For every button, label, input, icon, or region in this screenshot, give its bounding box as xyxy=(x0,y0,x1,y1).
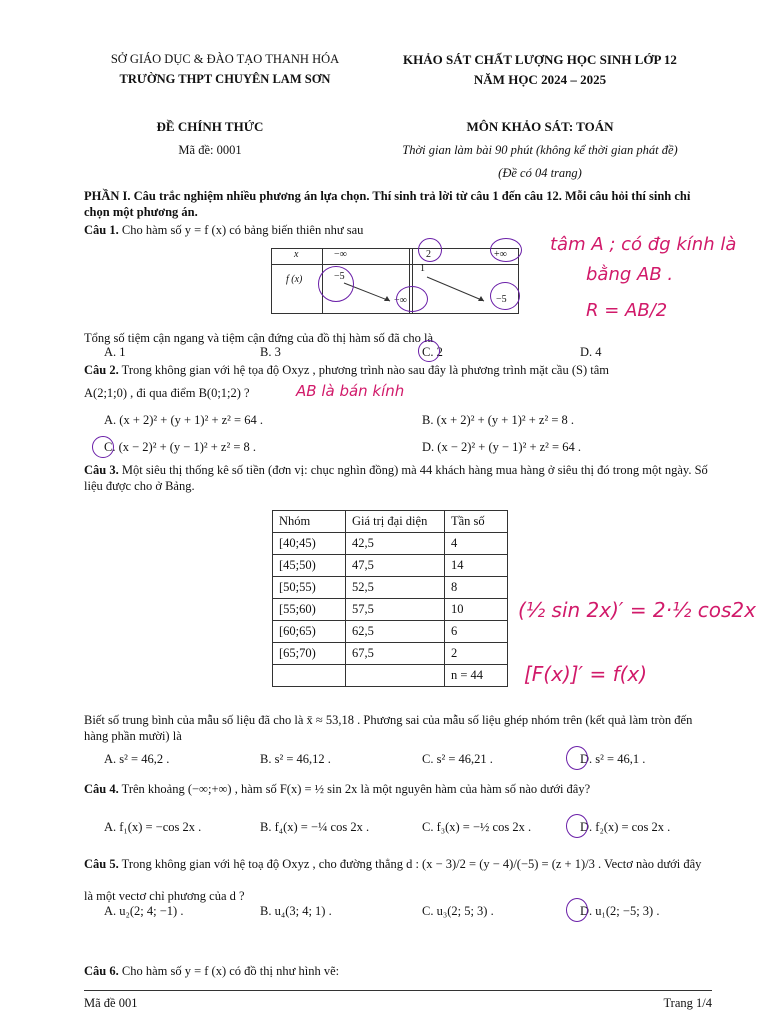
table-cell: [65;70) xyxy=(273,643,346,665)
table-row xyxy=(273,533,508,555)
table-cell: [40;45) xyxy=(273,533,346,555)
table-cell: [55;60) xyxy=(273,599,346,621)
q2-text: Trong không gian với hệ tọa độ Oxyz , phương trình nào sau đây là phương trình mặt cầu (S) tâm xyxy=(121,363,610,377)
table-header: Tần số xyxy=(445,511,508,533)
q2-option-b[interactable]: B. (x + 2)² + (y + 1)² + z² = 8 . xyxy=(422,413,575,427)
q5-option-d[interactable]: D. u₁(2; −5; 3) . xyxy=(580,904,660,918)
handwritten-note: R = AB/2 xyxy=(586,300,668,321)
answer-circle-q5 xyxy=(566,898,588,922)
q1-option-b[interactable]: B. 3 xyxy=(260,345,281,359)
q3-option-a[interactable]: A. s² = 46,2 . xyxy=(104,752,170,766)
table-cell: [50;55) xyxy=(273,577,346,599)
handwritten-note: [F(x)]′ = f(x) xyxy=(524,662,648,686)
q3-option-c[interactable]: C. s² = 46,21 . xyxy=(422,752,493,766)
table-cell: 62,5 xyxy=(346,621,445,643)
exam-title: KHẢO SÁT CHẤT LƯỢNG HỌC SINH LỚP 12 xyxy=(403,52,677,67)
footer-page: Trang 1/4 xyxy=(663,996,712,1010)
q6-stem xyxy=(84,963,712,979)
q4-text: Trên khoảng (−∞;+∞) , hàm số F(x) = ½ sin 2x là một nguyên hàm của hàm số nào dưới đây? xyxy=(121,782,591,796)
table-cell: 2 xyxy=(445,643,508,665)
answer-circle-q1 xyxy=(418,340,440,362)
school-name: TRƯỜNG THPT CHUYÊN LAM SƠN xyxy=(119,72,331,86)
handwritten-note: AB là bán kính xyxy=(296,382,405,400)
bvt-plus-inf: +∞ xyxy=(494,249,507,260)
table-cell: 42,5 xyxy=(346,533,445,555)
q5-option-c[interactable]: C. u₃(2; 5; 3) . xyxy=(422,904,494,918)
variation-table xyxy=(271,248,519,314)
table-row xyxy=(273,577,508,599)
annotation-circle xyxy=(318,266,354,302)
answer-circle-q3 xyxy=(566,746,588,770)
q2-option-c[interactable]: C. (x − 2)² + (y − 1)² + z² = 8 . xyxy=(104,440,257,454)
part1-heading: PHẦN I. Câu trắc nghiệm nhiều phương án lựa chọn. Thí sinh trả lời từ câu 1 đến câu 12. Mỗi câu hỏi thí sinh chỉ chọn một phương án. xyxy=(84,189,691,219)
q1-option-a[interactable]: A. 1 xyxy=(104,345,126,359)
q3-text: Một siêu thị thống kê số tiền (đơn vị: chục nghìn đồng) mà 44 khách hàng mua hàng ở siêu thị đó trong một ngày. Số liệu được cho ở Bảng. xyxy=(84,463,708,493)
q3-label: Câu 3. xyxy=(84,463,119,477)
annotation-circle xyxy=(490,238,522,262)
table-total-row xyxy=(273,665,508,687)
table-cell: 57,5 xyxy=(346,599,445,621)
variation-arrows xyxy=(272,249,518,313)
table-cell: 4 xyxy=(445,533,508,555)
q4-option-d[interactable]: D. f₂(x) = cos 2x . xyxy=(580,820,671,834)
page-count: (Đề có 04 trang) xyxy=(498,166,582,180)
table-cell: [60;65) xyxy=(273,621,346,643)
q2-label: Câu 2. xyxy=(84,363,119,377)
q4-option-b[interactable]: B. f₄(x) = −¼ cos 2x . xyxy=(260,820,370,834)
q6-text: Cho hàm số y = f (x) có đồ thị như hình vẽ: xyxy=(121,964,340,978)
bvt-fx: f (x) xyxy=(286,274,303,285)
q1-question: Tổng số tiệm cận ngang và tiệm cận đứng của đồ thị hàm số đã cho là xyxy=(84,331,434,345)
q5-option-a[interactable]: A. u₂(2; 4; −1) . xyxy=(104,904,184,918)
handwritten-note: bằng AB . xyxy=(586,264,674,285)
table-cell: 10 xyxy=(445,599,508,621)
table-total: n = 44 xyxy=(445,665,508,687)
q1-option-c[interactable]: C. 2 xyxy=(422,345,443,359)
table-cell: 6 xyxy=(445,621,508,643)
table-cell: 8 xyxy=(445,577,508,599)
answer-circle-q2 xyxy=(92,436,114,458)
handwritten-note: (½ sin 2x)′ = 2·½ cos2x xyxy=(518,598,756,622)
q5-text-2: là một vectơ chỉ phương của d ? xyxy=(84,889,245,903)
school-year: NĂM HỌC 2024 – 2025 xyxy=(473,72,607,87)
table-row xyxy=(273,621,508,643)
table-header: Nhóm xyxy=(273,511,346,533)
bvt-minus5-right: −5 xyxy=(496,294,507,305)
q2-stem xyxy=(84,362,712,378)
q4-option-a[interactable]: A. f₁(x) = −cos 2x . xyxy=(104,820,202,834)
bvt-two: 2 xyxy=(426,249,431,260)
table-header-row xyxy=(273,511,508,533)
annotation-circle xyxy=(418,238,442,262)
table-cell: 67,5 xyxy=(346,643,445,665)
q4-option-c[interactable]: C. f₃(x) = −½ cos 2x . xyxy=(422,820,532,834)
table-cell: 47,5 xyxy=(346,555,445,577)
q5-text: Trong không gian với hệ toạ độ Oxyz , cho đường thẳng d : (x − 3)/2 = (y − 4)/(−5) = (z + 1)/3 . Vectơ nào dưới đây xyxy=(121,857,702,871)
subject-title: MÔN KHẢO SÁT: TOÁN xyxy=(466,119,614,134)
q4-stem xyxy=(84,781,712,797)
q5-option-b[interactable]: B. u₄(3; 4; 1) . xyxy=(260,904,332,918)
q2-option-d[interactable]: D. (x − 2)² + (y − 1)² + z² = 64 . xyxy=(422,440,581,454)
table-row xyxy=(273,599,508,621)
bvt-minus5-left: −5 xyxy=(334,271,345,282)
q6-label: Câu 6. xyxy=(84,964,119,978)
table-row xyxy=(273,643,508,665)
q1-label: Câu 1. xyxy=(84,223,119,237)
bvt-one: 1 xyxy=(420,263,425,274)
dept-name: SỞ GIÁO DỤC & ĐÀO TẠO THANH HÓA xyxy=(110,52,340,66)
exam-code: Mã đề: 0001 xyxy=(178,143,242,157)
table-header: Giá trị đại diện xyxy=(346,511,445,533)
table-row xyxy=(273,555,508,577)
q1-text: Cho hàm số y = f (x) có bảng biến thiên như sau xyxy=(121,223,364,237)
q2-text-2: A(2;1;0) , đi qua điểm B(0;1;2) ? xyxy=(84,386,250,400)
bvt-minus-inf: −∞ xyxy=(334,249,347,260)
q2-option-a[interactable]: A. (x + 2)² + (y + 1)² + z² = 64 . xyxy=(104,413,263,427)
time-limit: Thời gian làm bài 90 phút (không kể thời gian phát đề) xyxy=(402,143,678,157)
q3-stem xyxy=(84,462,712,494)
footer-code: Mã đề 001 xyxy=(84,996,138,1010)
q4-label: Câu 4. xyxy=(84,782,119,796)
bvt-x: x xyxy=(294,249,299,260)
annotation-circle xyxy=(490,282,520,310)
table-cell: 52,5 xyxy=(346,577,445,599)
q3-question: Biết số trung bình của mẫu số liệu đã cho là x̄ ≈ 53,18 . Phương sai của mẫu số liệu ghép nhóm trên (kết quả làm tròn đến hàng phần mười) là xyxy=(84,713,693,743)
q3-option-d[interactable]: D. s² = 46,1 . xyxy=(580,752,646,766)
official-label: ĐỀ CHÍNH THỨC xyxy=(156,119,264,134)
handwritten-note: tâm A ; có đg kính là xyxy=(550,234,737,255)
bvt-minus-inf-2: −∞ xyxy=(394,295,407,306)
table-cell: [45;50) xyxy=(273,555,346,577)
table-cell: 14 xyxy=(445,555,508,577)
q1-option-d[interactable]: D. 4 xyxy=(580,345,602,359)
q5-label: Câu 5. xyxy=(84,857,119,871)
footer-divider xyxy=(84,990,712,991)
frequency-table xyxy=(272,510,508,687)
annotation-circle xyxy=(396,286,428,312)
q3-option-b[interactable]: B. s² = 46,12 . xyxy=(260,752,331,766)
answer-circle-q4 xyxy=(566,814,588,838)
q5-stem xyxy=(84,856,712,872)
